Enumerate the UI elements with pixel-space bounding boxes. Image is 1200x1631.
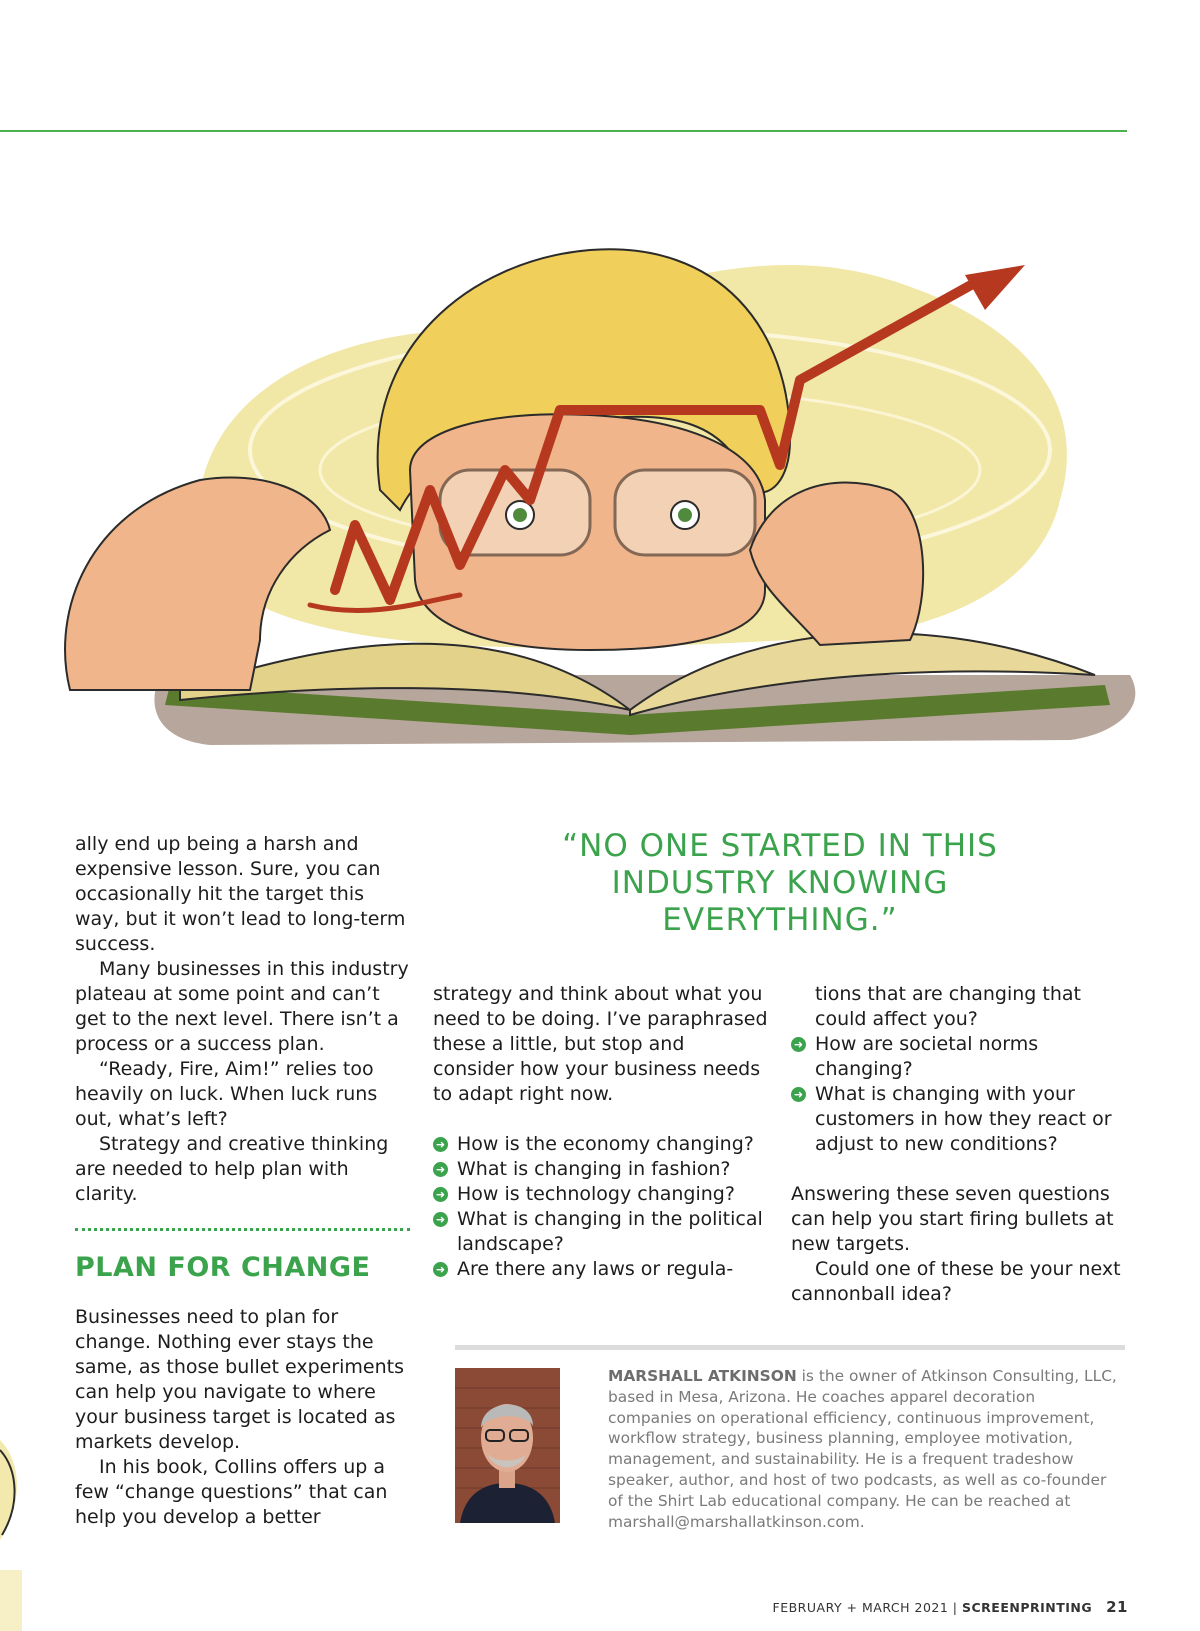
paragraph: In his book, Collins offers up a few “change questions” that can help you develop a better — [75, 1456, 388, 1528]
arrow-bullet-icon: ➜ — [791, 1087, 806, 1102]
edge-decoration — [0, 1420, 30, 1631]
paragraph: “Ready, Fire, Aim!” relies too heavily on luck. When luck runs out, what’s left? — [75, 1058, 378, 1130]
column-3 — [791, 982, 1121, 1307]
bio-divider — [455, 1345, 1125, 1350]
author-bio — [608, 1366, 1118, 1532]
paragraph: ally end up being a harsh and expensive lesson. Sure, you can occasionally hit the target this way, but it won’t lead to long-term success. — [75, 833, 406, 955]
issue-date: FEBRUARY + MARCH 2021 | — [772, 1600, 962, 1615]
list-item: tions that are changing that could affect you? — [815, 983, 1081, 1030]
top-rule — [0, 130, 1127, 132]
list-item: ➜ How is technology changing? — [433, 1182, 768, 1207]
paragraph: Strategy and creative thinking are needed to help plan with clarity. — [75, 1133, 389, 1205]
list-item: ➜ What is changing in fashion? — [433, 1157, 768, 1182]
list-item: ➜ Are there any laws or regula- — [433, 1257, 768, 1282]
question-list-continued — [791, 982, 1121, 1157]
author-bio-text: is the owner of Atkinson Consulting, LLC, based in Mesa, Arizona. He coaches apparel decoration companies on operational efficiency, continuous improvement, workflow strategy, business planning, employee motivation, management, and sustainability. He is a frequent tradeshow speaker, author, and host of two podcasts, as well as co-founder of the Shirt Lab educational company. He can be reached at marshall@marshallatkinson.com. — [608, 1367, 1117, 1531]
paragraph: Businesses need to plan for change. Nothing ever stays the same, as those bullet experiments can help you navigate to where your business target is located as markets develop. — [75, 1306, 405, 1453]
list-item: ➜ How is the economy changing? — [433, 1132, 768, 1157]
section-divider — [75, 1228, 410, 1231]
arrow-bullet-icon: ➜ — [433, 1137, 448, 1152]
page-footer — [773, 1598, 1128, 1616]
illustration — [30, 170, 1170, 810]
list-item: ➜ What is changing in the political landscape? — [433, 1207, 768, 1257]
question-list — [433, 1132, 768, 1282]
paragraph: strategy and think about what you need to be doing. I’ve paraphrased these a little, but stop and consider how your business needs to adapt right now. — [433, 983, 768, 1105]
arrow-bullet-icon: ➜ — [791, 1037, 806, 1052]
arrow-bullet-icon: ➜ — [433, 1162, 448, 1177]
page-number: 21 — [1106, 1598, 1128, 1616]
list-item: ➜ What is changing with your customers in how they react or adjust to new conditions? — [791, 1082, 1121, 1157]
author-name: MARSHALL ATKINSON — [608, 1367, 797, 1385]
pull-quote: “NO ONE STARTED IN THIS INDUSTRY KNOWING EVERYTHING.” — [562, 828, 998, 938]
arrow-bullet-icon: ➜ — [433, 1262, 448, 1277]
arrow-bullet-icon: ➜ — [433, 1187, 448, 1202]
column-2 — [433, 982, 768, 1282]
magazine-name: SCREENPRINTING — [961, 1600, 1093, 1615]
paragraph: Many businesses in this industry plateau at some point and can’t get to the next level. There isn’t a process or a success plan. — [75, 958, 409, 1055]
column-1-continued — [75, 1305, 410, 1530]
column-1 — [75, 832, 410, 1207]
paragraph: Could one of these be your next cannonball idea? — [791, 1258, 1121, 1305]
author-photo — [455, 1368, 560, 1523]
paragraph: Answering these seven questions can help you start firing bullets at new targets. — [791, 1183, 1114, 1255]
arrow-bullet-icon: ➜ — [433, 1212, 448, 1227]
list-item: ➜ How are societal norms changing? — [791, 1032, 1121, 1082]
section-heading: PLAN FOR CHANGE — [75, 1252, 371, 1283]
